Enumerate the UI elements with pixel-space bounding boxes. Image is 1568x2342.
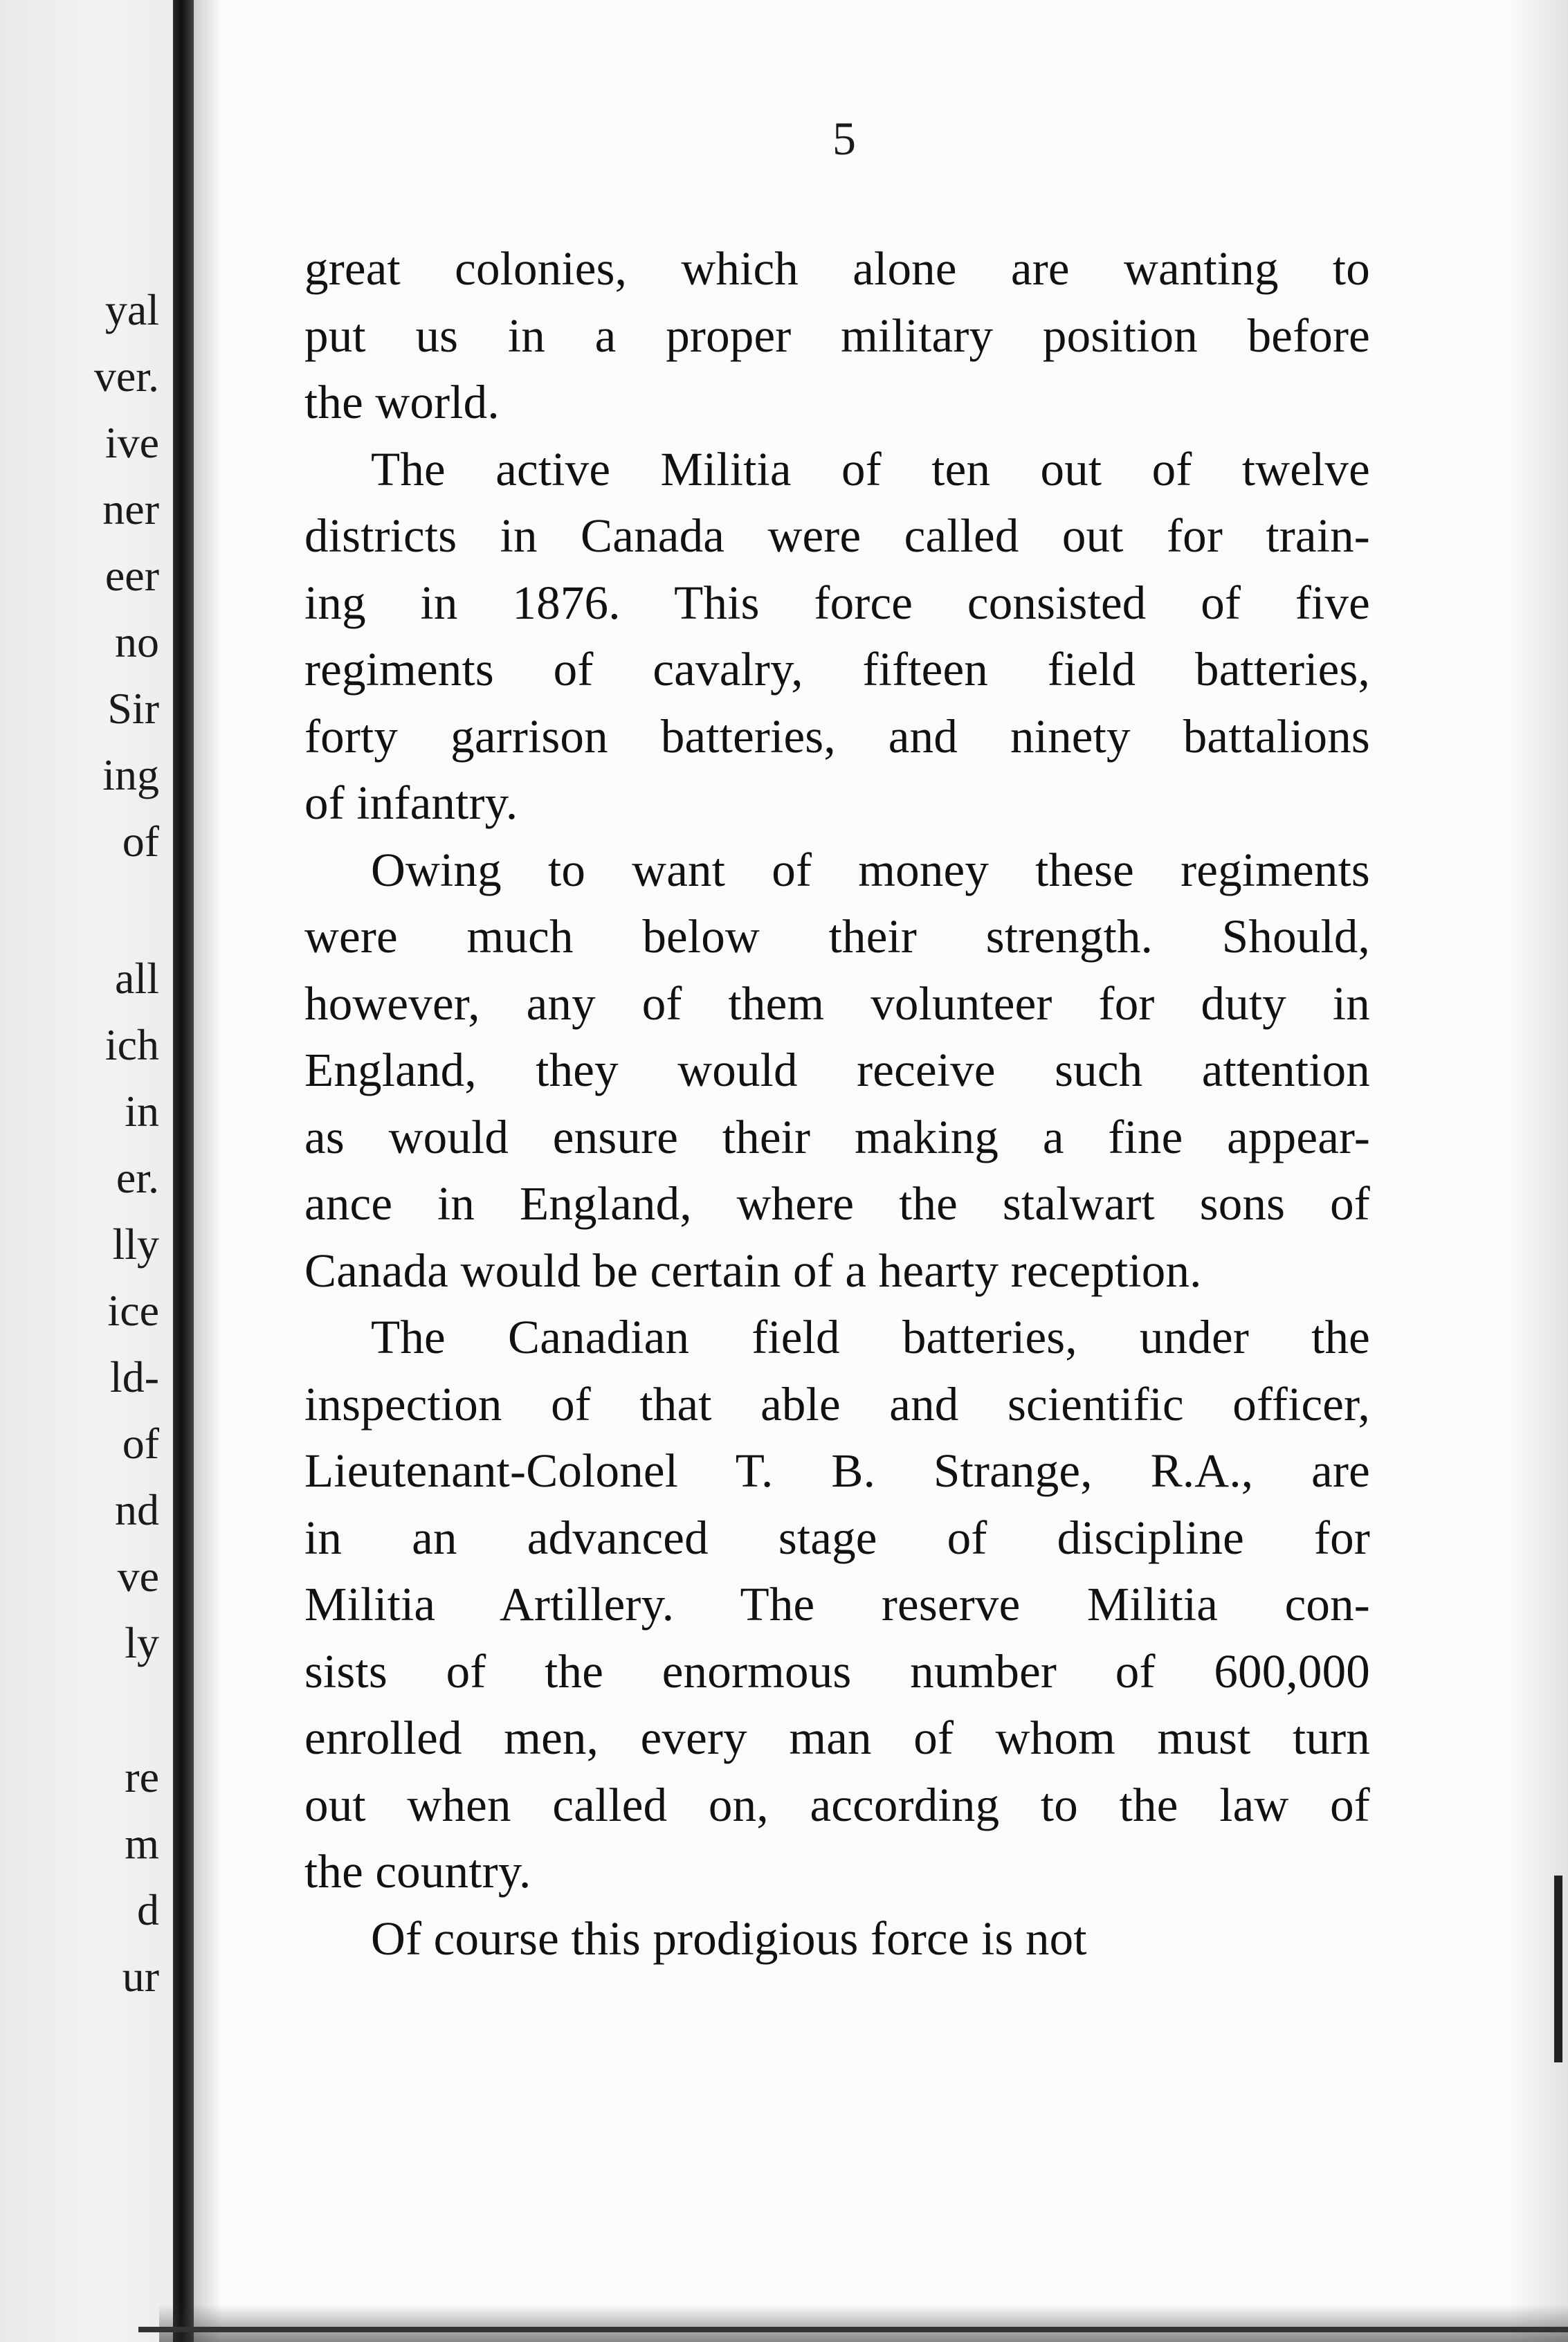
paragraph [304,1304,1370,1905]
facing-page-fragment [0,1543,159,1610]
text-line: however, any of them volunteer for duty in [304,977,1370,1030]
facing-page-fragment-text: of [122,1419,159,1468]
page-number: 5 [832,112,856,165]
text-line: of infantry. [304,777,518,829]
text-line: were much below their strength. Should, [304,910,1370,963]
facing-page-fragment-text: of [122,817,159,866]
facing-page-fragment [0,945,159,1012]
text-line: Of course this prodigious force is not [371,1912,1087,1965]
facing-page-fragment [0,277,159,343]
facing-page-fragment [0,543,159,609]
text-line: regiments of cavalry, fifteen field batteries, [304,643,1370,696]
binding-gradient [194,0,221,2342]
facing-page-fragment-text: all [115,954,159,1003]
text-line: Lieutenant-Colonel T. B. Strange, R.A., are [304,1444,1370,1497]
facing-page-fragment-text: Sir [107,684,159,733]
facing-page-fragment [0,1211,159,1278]
paragraph [304,1905,1370,1972]
text-line: forty garrison batteries, and ninety battalions [304,709,1370,763]
facing-page-fragment [0,476,159,543]
binding-shadow [173,0,194,2342]
paragraph [304,235,1370,436]
text-line: sists of the enormous number of 600,000 [304,1644,1370,1698]
facing-page-fragment-text: d [137,1885,159,1934]
facing-page-edge [0,0,173,2342]
facing-page-fragment [0,1610,159,1676]
facing-page-fragment [0,1344,159,1410]
text-line: the world. [304,376,500,428]
facing-page-fragment [0,609,159,675]
facing-page-fragment-text: ive [104,418,159,467]
text-line: England, they would receive such attention [304,1044,1370,1096]
facing-page-fragment [0,1145,159,1211]
text-line: great colonies, which alone are wanting to [304,242,1370,295]
paragraph [304,837,1370,1305]
page-edge-mark [1554,1876,1562,2062]
facing-page-fragment-text: in [125,1087,159,1136]
facing-page-fragment-text: ice [107,1286,159,1335]
text-line: The active Militia of ten out of twelve [371,442,1370,496]
body-text [304,235,1370,1972]
facing-page-fragment-text: ly [125,1618,159,1667]
text-line: out when called on, according to the law of [304,1778,1370,1831]
facing-page-fragment [0,1477,159,1543]
text-line: ance in England, where the stalwart sons of [304,1177,1370,1230]
facing-page-fragment [0,1410,159,1477]
page-bottom-shadow [159,2305,1568,2342]
facing-page-fragment-text: ner [102,484,159,534]
facing-page-fragment-text: ich [104,1020,159,1069]
facing-page-fragment-text: m [125,1819,159,1868]
facing-page-fragment-text: lly [112,1219,159,1269]
facing-page-fragment-text: ur [122,1952,159,2001]
facing-page-fragment-text: nd [115,1485,159,1534]
facing-page-fragment-text: ver. [93,352,159,401]
facing-page-fragment [0,1810,159,1877]
facing-page-fragment-text: ing [102,750,159,799]
text-line: ing in 1876. This force consisted of five [304,576,1370,629]
facing-page-fragment [0,343,159,410]
facing-page-fragment [0,1744,159,1810]
text-line: put us in a proper military position before [304,309,1370,362]
facing-page-fragment [0,742,159,808]
text-line: as would ensure their making a fine appear- [304,1110,1370,1163]
facing-page-fragment [0,675,159,742]
facing-page-fragment-text: ld- [109,1352,159,1401]
text-line: inspection of that able and scientific officer, [304,1377,1370,1431]
paragraph [304,436,1370,837]
text-line: districts in Canada were called out for train- [304,509,1370,562]
facing-page-fragment-text: yal [104,285,159,334]
facing-page-fragment [0,1943,159,2010]
text-line: Owing to want of money these regiments [371,843,1370,896]
facing-page-fragment [0,1278,159,1344]
facing-page-fragment [0,1078,159,1145]
page-bottom-edge [138,2327,1568,2332]
text-line: The Canadian field batteries, under the [371,1311,1370,1363]
facing-page-fragment-text: er. [116,1153,159,1202]
facing-page-fragment [0,1012,159,1078]
facing-page-fragment-text: re [125,1752,159,1801]
facing-page-fragment [0,808,159,875]
text-line: the country. [304,1845,531,1898]
facing-page-fragment-text: ve [117,1552,159,1601]
facing-page-fragment-text: eer [104,551,159,600]
text-line: enrolled men, every man of whom must turn [304,1712,1370,1764]
facing-page-fragment [0,410,159,476]
text-line: Canada would be certain of a hearty reception. [304,1244,1202,1297]
text-line: in an advanced stage of discipline for [304,1511,1370,1564]
facing-page-fragment [0,1877,159,1943]
facing-page-fragment-text: no [115,617,159,666]
text-line: Militia Artillery. The reserve Militia con- [304,1578,1370,1631]
